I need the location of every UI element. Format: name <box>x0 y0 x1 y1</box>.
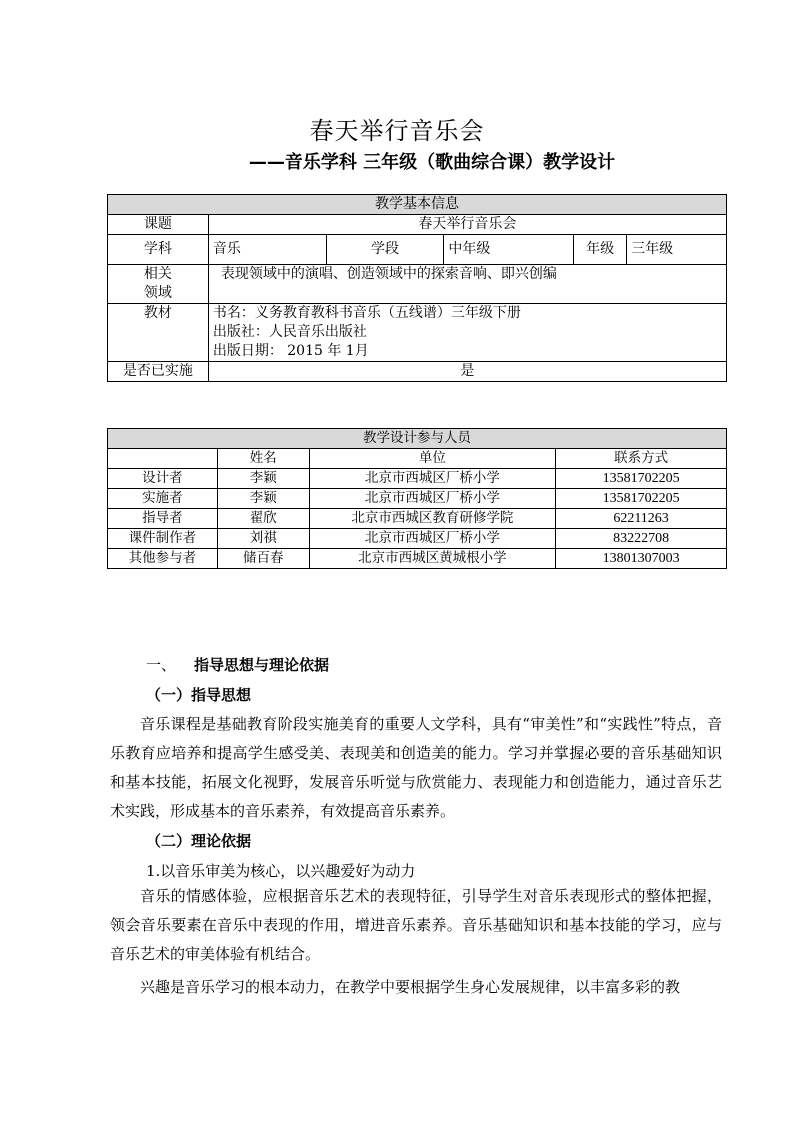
stage-value: 中年级 <box>444 235 574 265</box>
role-cell: 课件制作者 <box>108 529 218 549</box>
participants-table <box>107 428 727 569</box>
subject-label: 学科 <box>108 235 209 265</box>
subsection-heading-guiding: （一）指导思想 <box>146 686 252 704</box>
unit-cell: 北京市西城区厂桥小学 <box>309 529 556 549</box>
textbook-label: 教材 <box>108 304 209 362</box>
unit-cell: 北京市西城区厂桥小学 <box>309 469 556 489</box>
point-heading: 1.以音乐审美为核心，以兴趣爱好为动力 <box>146 862 416 880</box>
topic-value: 春天举行音乐会 <box>208 215 726 235</box>
section-title: 指导思想与理论依据 <box>194 656 330 674</box>
subject-value: 音乐 <box>208 235 326 265</box>
field-label-line1: 相关 <box>143 266 172 282</box>
contact-cell: 13581702205 <box>556 489 727 509</box>
unit-cell: 北京市西城区教育研修学院 <box>309 509 556 529</box>
section-number: 一、 <box>146 656 177 674</box>
name-cell: 刘祺 <box>217 529 309 549</box>
table-row <box>108 549 727 569</box>
role-cell: 设计者 <box>108 469 218 489</box>
column-header: 姓名 <box>217 449 309 469</box>
name-cell: 储百春 <box>217 549 309 569</box>
document-subtitle: ——音乐学科 三年级（歌曲综合课）教学设计 <box>248 152 616 173</box>
column-header: 联系方式 <box>556 449 727 469</box>
name-cell: 李颖 <box>217 469 309 489</box>
table-row <box>108 529 727 549</box>
name-cell: 李颖 <box>217 489 309 509</box>
stage-label: 学段 <box>326 235 444 265</box>
role-cell: 实施者 <box>108 489 218 509</box>
paragraph-interest: 兴趣是音乐学习的根本动力，在教学中要根据学生身心发展规律，以丰富多彩的教 <box>140 978 681 996</box>
section-heading <box>146 655 329 675</box>
table-row <box>108 489 727 509</box>
paragraph-guiding: 音乐课程是基础教育阶段实施美育的重要人文学科，具有“审美性”和“实践性”特点，音乐教育应培养和提高学生感受美、表现美和创造美的能力。学习并掌握必要的音乐基础知识和基本技能，拓展文化视野，发展音乐听觉与欣赏能力、表现能力和创造能力，通过音乐艺术实践，形成基本的音乐素养，有效提高音乐素养。 <box>110 715 722 820</box>
textbook-value <box>208 304 726 362</box>
document-title: 春天举行音乐会 <box>309 117 485 145</box>
basic-info-header: 教学基本信息 <box>108 195 727 215</box>
role-cell: 指导者 <box>108 509 218 529</box>
textbook-date: 出版日期： 2015 年 1月 <box>212 343 369 359</box>
paragraph-theory: 音乐的情感体验，应根据音乐艺术的表现特征，引导学生对音乐表现形式的整体把握，领会音乐要素在音乐中表现的作用，增进音乐素养。音乐基础知识和基本技能的学习，应与音乐艺术的审美体验有机结合。 <box>110 887 722 963</box>
field-label <box>108 265 209 304</box>
contact-cell: 62211263 <box>556 509 727 529</box>
implemented-label: 是否已实施 <box>108 362 209 382</box>
name-cell: 翟欣 <box>217 509 309 529</box>
contact-cell: 83222708 <box>556 529 727 549</box>
column-header: 单位 <box>309 449 556 469</box>
contact-cell: 13801307003 <box>556 549 727 569</box>
topic-label: 课题 <box>108 215 209 235</box>
table-row <box>108 469 727 489</box>
implemented-value: 是 <box>208 362 726 382</box>
unit-cell: 北京市西城区厂桥小学 <box>309 489 556 509</box>
table-row <box>108 509 727 529</box>
field-value: 表现领域中的演唱、创造领域中的探索音响、即兴创编 <box>208 265 726 304</box>
subsection-heading-theory: （二）理论依据 <box>146 832 252 850</box>
contact-cell: 13581702205 <box>556 469 727 489</box>
grade-value: 三年级 <box>627 235 727 265</box>
textbook-publisher: 出版社：人民音乐出版社 <box>212 324 367 340</box>
basic-info-table <box>107 194 727 382</box>
unit-cell: 北京市西城区黄城根小学 <box>309 549 556 569</box>
role-cell: 其他参与者 <box>108 549 218 569</box>
column-header <box>108 449 218 469</box>
grade-label: 年级 <box>574 235 627 265</box>
field-label-line2: 领域 <box>143 285 172 301</box>
textbook-title: 书名：义务教育教科书音乐（五线谱）三年级下册 <box>212 305 521 321</box>
participants-header: 教学设计参与人员 <box>108 429 727 449</box>
